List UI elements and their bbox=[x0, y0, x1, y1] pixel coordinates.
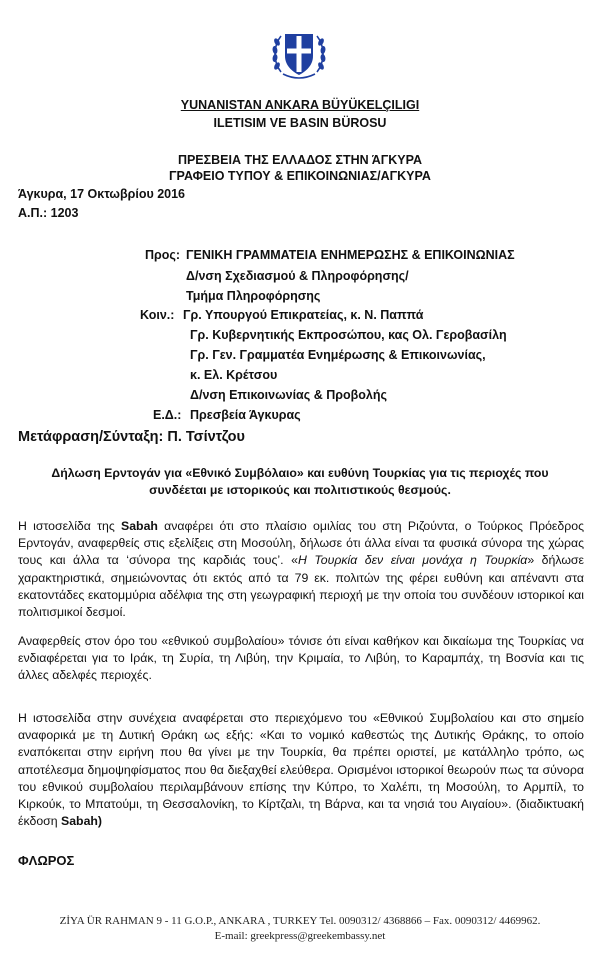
paragraph-1 bbox=[18, 518, 584, 621]
to-line-1: ΓΕΝΙΚΗ ΓΡΑΜΜΑΤΕΙΑ ΕΝΗΜΕΡΩΣΗΣ & ΕΠΙΚΟΙΝΩΝΙΑΣ bbox=[186, 248, 515, 262]
source-sabah: Sabah bbox=[121, 519, 158, 533]
header-tr-title: YUNANISTAN ANKARA BÜYÜKELÇILIGI bbox=[180, 98, 420, 112]
header-gr-subtitle: ΓΡΑΦΕΙΟ ΤΥΠΟΥ & ΕΠΙΚΟΙΝΩΝΙΑΣ/ΑΓΚΥΡΑ bbox=[169, 169, 431, 183]
header-gr-title: ΠΡΕΣΒΕΙΑ ΤΗΣ ΕΛΛΑΔΟΣ ΣΤΗΝ ΆΓΚΥΡΑ bbox=[177, 153, 423, 167]
headline-line-2: συνδέεται με ιστορικούς και πολιτιστικούς θεσμούς. bbox=[149, 483, 451, 497]
greek-coat-of-arms-icon bbox=[267, 22, 331, 86]
to-line-3: Τμήμα Πληροφόρησης bbox=[186, 289, 321, 303]
footer-address: ZİYA ÜR RAHMAN 9 - 11 G.O.P., ANKARA , TURKEY Tel. 0090312/ 4368866 – Fax. 0090312/ 4469962. bbox=[59, 915, 541, 927]
document-date: Άγκυρα, 17 Οκτωβρίου 2016 bbox=[18, 187, 186, 201]
paragraph-1-text-c: » δήλωσε χαρακτηριστικά, σημειώνοντας ότι εκτός από τα 79 εκ. πολιτών της φέρει ευθύνη και απέναντι στα εκατοντάδες εκατομμύρια αδέλφια της στη γεωγραφική περιοχή με την οποία του συνδέουν ιστορικοί και πολιτισμικοί δεσμοί. bbox=[18, 553, 584, 620]
paragraph-1-text-a: Η ιστοσελίδα της bbox=[18, 519, 122, 533]
paragraph-1-quote: Η Τουρκία δεν είναι μονάχα η Τουρκία bbox=[297, 553, 528, 568]
reference-number: Α.Π.: 1203 bbox=[18, 206, 79, 220]
to-label: Προς: bbox=[145, 248, 181, 262]
cc-label: Κοιν.: bbox=[140, 308, 175, 322]
paragraph-3-text: Η ιστοσελίδα στην συνέχεια αναφέρεται στο περιεχόμενο του «Εθνικού Συμβολαίου και στο σημείο αναφορικά με τη Δυτική Θράκη ως εξής: «Και το νομικό καθεστώς της Δυτικής Θράκης, το οποίο εναπόκειται στην ειρήνη που θα γίνει με την Τουρκία, θα πρέπει οριστεί, με κατάλληλο τρόπο, ως αποτέλεσμα δημοψηφίσματος που θα διεξαχθεί ελεύθερα. Ορισμένοι ιστορικοί θεωρούν πως τα σύνορα του εθνικού συμβολαίου περιλαμβάνουν επίσης την Κύπρο, το Χαλέπι, τη Μοσούλη, το Αρμπίλ, το Κιρκούκ, το Μπατούμι, τη Θεσσαλονίκη, το Κίρτζαλι, τη Βάρνα, και τα νησιά του Αιγαίου». (διαδικτυακή έκδοση bbox=[18, 711, 584, 829]
footer-email: E-mail: greekpress@greekembassy.net bbox=[214, 930, 386, 942]
to-line-2: Δ/νση Σχεδιασμού & Πληροφόρησης/ bbox=[186, 269, 409, 283]
headline-line-1: Δήλωση Ερντογάν για «Εθνικό Συμβόλαιο» και ευθύνη Τουρκίας για τις περιοχές που bbox=[51, 466, 549, 480]
cc-line-4: κ. Ελ. Κρέτσου bbox=[190, 368, 278, 382]
signature: ΦΛΩΡΟΣ bbox=[18, 853, 75, 868]
header-tr-subtitle: ILETISIM VE BASIN BÜROSU bbox=[213, 116, 387, 130]
cc-line-5: Δ/νση Επικοινωνίας & Προβολής bbox=[190, 388, 387, 402]
source-sabah-2: Sabah) bbox=[61, 814, 103, 829]
cc-line-1: Γρ. Υπουργού Επικρατείας, κ. Ν. Παππά bbox=[183, 308, 424, 322]
cc-line-2: Γρ. Κυβερνητικής Εκπροσώπου, κας Ολ. Γεροβασίλη bbox=[190, 328, 507, 342]
internal-label: Ε.Δ.: bbox=[153, 408, 182, 422]
paragraph-3 bbox=[18, 710, 584, 830]
internal-value: Πρεσβεία Άγκυρας bbox=[190, 408, 301, 422]
cc-line-3: Γρ. Γεν. Γραμματέα Ενημέρωσης & Επικοινωνίας, bbox=[190, 348, 486, 362]
paragraph-2: Αναφερθείς στον όρο του «εθνικού συμβολαίου» τόνισε ότι είναι καθήκον και δικαίωμα της Τουρκίας να ενδιαφέρεται για το Ιράκ, τη Συρία, τη Λιβύη, την Κριμαία, το Λιβύη, το Καραμπάχ, τη Βοσνία και τις άλλες αδελφές περιοχές. bbox=[18, 634, 584, 683]
paragraph-1-text-b: αναφέρει ότι στο πλαίσιο ομιλίας του στη Ριζούντα, ο Τούρκος Πρόεδρος Ερντογάν, αναφερθείς στις εξελίξεις στη Μοσούλη, δήλωσε ότι άλλα είναι τα φυσικά σύνορα της χώρας τους και άλλα τα ‘σύνορα της καρδιάς τους’. « bbox=[18, 519, 584, 568]
translator-credit: Μετάφραση/Σύνταξη: Π. Τσίντζου bbox=[18, 429, 245, 445]
